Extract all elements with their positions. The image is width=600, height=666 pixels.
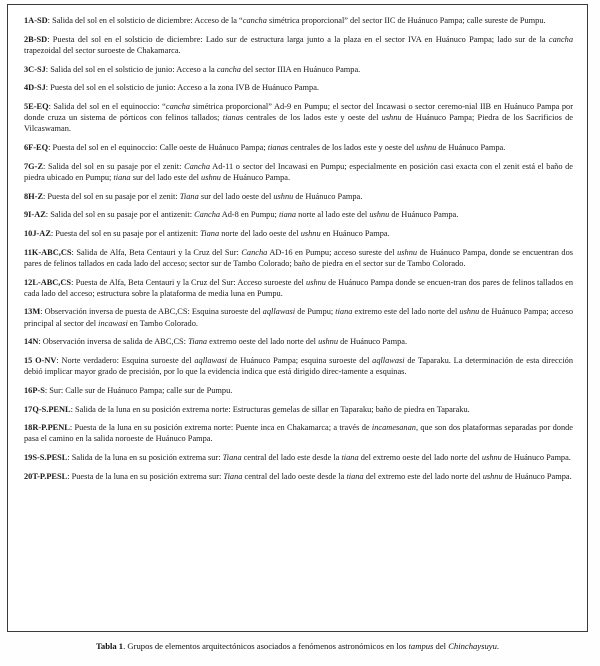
table-entry-text: Puesta de la luna en su posición extrema sur: Tiana central del lado oeste desde la tiana del extremo este del lado norte del ushnu de Huánuco Pampa. bbox=[71, 471, 572, 481]
table-entry: 9I-AZ: Salida del sol en su pasaje por el antizenit: Cancha Ad-8 en Pumpu; tiana norte al lado este del ushnu de Huánuco Pampa. bbox=[24, 210, 459, 220]
table-entry-code: 12L-ABC,CS bbox=[24, 277, 72, 287]
table-entry: 1A-SD: Salida del sol en el solsticio de diciembre: Acceso de la “cancha simétrica proporcional” del sector IIC de Huánuco Pampa; calle sureste de Pumpu. bbox=[24, 16, 546, 25]
table-entry: 7G-Z: Salida del sol en su pasaje por el zenit: Cancha Ad-11 o sector del Incawasi en Pumpu; especialmente en posición casi exacta con el zenit está el baño de piedra ubicado en Pumpu; tiana sur del lado este del ushnu de Huánuco Pampa. bbox=[24, 161, 574, 182]
table-entry-code: 15 O-NV bbox=[24, 355, 57, 365]
table-entry-text: Norte verdadero: Esquina suroeste del aqllawasi de Huánuco Pampa; esquina suroeste del aqllawasi de Taparaku. La determinación de esta dirección debió implicar mayor grado de precisión, por lo que la evidencia indica que está dirigido direc-tamente a esquinas. bbox=[24, 355, 574, 377]
table-entry-code: 4D-SJ bbox=[24, 83, 46, 93]
table-entry-code: 8H-Z bbox=[24, 191, 44, 201]
table-entry-text: Puesta de la luna en su posición extrema norte: Puente inca en Chakamarca; a través de incamesanan, que son dos plataformas separadas por donde pasa el camino en la salida noroeste de Huánuco Pampa. bbox=[24, 423, 573, 444]
table-entry-code: 1A-SD bbox=[24, 16, 48, 25]
table-entry-code: 2B-SD bbox=[24, 34, 48, 44]
table-entry-text: Salida del sol en el solsticio de junio: Acceso a la cancha del sector IIIA en Huánuco Pampa. bbox=[50, 64, 361, 74]
table-entry-text: Salida de la luna en su posición extrema sur: Tiana central del lado este desde la tiana del extremo oeste del lado norte del ushnu de Huánuco Pampa. bbox=[71, 453, 571, 463]
table-entry-text: Puesta del sol en su pasaje por el antizenit: Tiana norte del lado oeste del ushnu en Huánuco Pampa. bbox=[55, 228, 390, 238]
table-entry-code: 3C-SJ bbox=[24, 64, 46, 74]
table-entry: 4D-SJ: Puesta del sol en el solsticio de junio: Acceso a la zona IVB de Huánuco Pampa. bbox=[24, 83, 319, 93]
table-entry: 5E-EQ: Salida del sol en el equinoccio: “cancha simétrica proporcional” Ad-9 en Pumpu; el sector del Incawasi o sector ceremo-nial IIB en Huánuco Pampa por donde cruza un sistema de pórticos con felinos tallados; tianas centrales de los lados este y oeste del ushnu de Huánuco Pampa; Piedra de los Sacrificios de Vilcaswaman. bbox=[24, 102, 573, 134]
table-entry-code: 17Q-S.PENL bbox=[24, 404, 71, 414]
table-entry-text: Observación inversa de salida de ABC,CS: Tiana extremo oeste del lado norte del ushnu de Huánuco Pampa. bbox=[42, 337, 408, 347]
table-entry-code: 5E-EQ bbox=[24, 102, 49, 111]
table-entry-text: Sur: Calle sur de Huánuco Pampa; calle sur de Pumpu. bbox=[49, 385, 233, 395]
table-entry: 11K-ABC,CS: Salida de Alfa, Beta Centauri y la Cruz del Sur: Cancha AD-16 en Pumpu; acceso sureste del ushnu de Huánuco Pampa, donde se encuentran dos pares de felinos tallados en cada lado del acceso; sector sur de Tambo Colorado; baño de piedra en el sector sur de Tambo Colorado. bbox=[24, 247, 574, 268]
table-entry: 19S-S.PESL: Salida de la luna en su posición extrema sur: Tiana central del lado este desde la tiana del extremo oeste del lado norte del ushnu de Huánuco Pampa. bbox=[24, 453, 571, 463]
table-entry-text: Puesta del sol en el equinoccio: Calle oeste de Huánuco Pampa; tianas centrales de los lados este y oeste del ushnu de Huánuco Pampa. bbox=[52, 142, 506, 152]
table-entry-code: 9I-AZ bbox=[24, 210, 46, 220]
table-entry: 14N: Observación inversa de salida de ABC,CS: Tiana extremo oeste del lado norte del ushnu de Huánuco Pampa. bbox=[24, 337, 408, 347]
table-caption: Tabla 1. Grupos de elementos arquitectónicos asociados a fenómenos astronómicos en los tampus del Chinchaysuyu. bbox=[95, 641, 500, 651]
table-entry: 10J-AZ: Puesta del sol en su pasaje por el antizenit: Tiana norte del lado oeste del ushnu en Huánuco Pampa. bbox=[24, 228, 390, 238]
table-entry-code: 10J-AZ bbox=[24, 228, 51, 238]
table-entry-text: Salida del sol en su pasaje por el zenit: Cancha Ad-11 o sector del Incawasi en Pumpu; especialmente en posición casi exacta con el zenit está el baño de piedra ubicado en Pumpu; tiana sur del lado este del ushnu de Huánuco Pampa. bbox=[24, 161, 574, 182]
table-entry-text: Salida de la luna en su posición extrema norte: Estructuras gemelas de sillar en Taparaku; baño de piedra en Taparaku. bbox=[75, 404, 470, 414]
table-entry-text: Puesta de Alfa, Beta Centauri y la Cruz del Sur: Acceso suroeste del ushnu de Huánuco Pampa donde se encuen-tran dos pares de felinos tallados en cada lado del acceso; estructura sobre la plataforma de media luna en Pumpu. bbox=[24, 277, 574, 298]
table-entry: 12L-ABC,CS: Puesta de Alfa, Beta Centauri y la Cruz del Sur: Acceso suroeste del ushnu de Huánuco Pampa donde se encuen-tran dos pares de felinos tallados en cada lado del acceso; estructura sobre la plataforma de media luna en Pumpu. bbox=[24, 277, 574, 298]
table-entry-text: Observación inversa de puesta de ABC,CS: Esquina suroeste del aqllawasi de Pumpu; tiana extremo este del lado norte del ushnu de Huánuco Pampa; acceso principal al sector del incawasi en Tambo Colorado. bbox=[24, 307, 573, 328]
table-entry-text: Puesta del sol en su pasaje por el zenit: Tiana sur del lado oeste del ushnu de Huánuco Pampa. bbox=[47, 191, 363, 201]
table-entry: 18R-P.PENL: Puesta de la luna en su posición extrema norte: Puente inca en Chakamarca; a través de incamesanan, que son dos plataformas separadas por donde pasa el camino en la salida noroeste de Huánuco Pampa. bbox=[24, 423, 573, 444]
table-caption-wrap bbox=[7, 641, 588, 652]
table-entry-code: 19S-S.PESL bbox=[24, 453, 68, 463]
table-entry-text: Salida de Alfa, Beta Centauri y la Cruz del Sur: Cancha AD-16 en Pumpu; acceso sureste del ushnu de Huánuco Pampa, donde se encuentran dos pares de felinos tallados en cada lado del acceso; sector sur de Tambo Colorado; baño de piedra en el sector sur de Tambo Colorado. bbox=[24, 247, 574, 268]
table-entry-text: Salida del sol en el solsticio de diciembre: Acceso de la “cancha simétrica proporcional” del sector IIC de Huánuco Pampa; calle sureste de Pumpu. bbox=[52, 16, 546, 25]
table-entry-text: Puesta del sol en el solsticio de diciembre: Lado sur de estructura larga junto a la plaza en el sector IVA en Huánuco Pampa; lado sur de la cancha trapezoidal del sector suroeste de Chakamarca. bbox=[24, 34, 574, 55]
table-entry: 8H-Z: Puesta del sol en su pasaje por el zenit: Tiana sur del lado oeste del ushnu de Huánuco Pampa. bbox=[24, 191, 363, 201]
table-entry: 3C-SJ: Salida del sol en el solsticio de junio: Acceso a la cancha del sector IIIA en Huánuco Pampa. bbox=[24, 64, 361, 74]
table-entry: 15 O-NV: Norte verdadero: Esquina suroeste del aqllawasi de Huánuco Pampa; esquina suroeste del aqllawasi de Taparaku. La determinación de esta dirección debió implicar mayor grado de precisión, por lo que la evidencia indica que está dirigido direc-tamente a esquinas. bbox=[24, 355, 574, 377]
table-entry: 16P-S: Sur: Calle sur de Huánuco Pampa; calle sur de Pumpu. bbox=[24, 385, 233, 395]
table-entry-code: 11K-ABC,CS bbox=[24, 247, 72, 257]
table-entry: 13M: Observación inversa de puesta de ABC,CS: Esquina suroeste del aqllawasi de Pumpu; tiana extremo este del lado norte del ushnu de Huánuco Pampa; acceso principal al sector del incawasi en Tambo Colorado. bbox=[24, 307, 573, 328]
table-entry-code: 18R-P.PENL bbox=[24, 423, 70, 433]
table-entry-text: Puesta del sol en el solsticio de junio: Acceso a la zona IVB de Huánuco Pampa. bbox=[50, 83, 319, 93]
table-entry: 2B-SD: Puesta del sol en el solsticio de diciembre: Lado sur de estructura larga junto a la plaza en el sector IVA en Huánuco Pampa; lado sur de la cancha trapezoidal del sector suroeste de Chakamarca. bbox=[24, 34, 574, 55]
table-entry: 17Q-S.PENL: Salida de la luna en su posición extrema norte: Estructuras gemelas de sillar en Taparaku; baño de piedra en Taparaku. bbox=[24, 404, 470, 414]
table-entry-code: 16P-S bbox=[24, 385, 45, 395]
table-box bbox=[7, 4, 588, 632]
table-entry-code: 14N bbox=[24, 337, 39, 347]
table-entry-code: 20T-P.PESL bbox=[24, 471, 68, 481]
table-entry-text: Salida del sol en su pasaje por el antizenit: Cancha Ad-8 en Pumpu; tiana norte al lado este del ushnu de Huánuco Pampa. bbox=[50, 210, 459, 220]
table-entry: 6F-EQ: Puesta del sol en el equinoccio: Calle oeste de Huánuco Pampa; tianas centrales de los lados este y oeste del ushnu de Huánuco Pampa. bbox=[24, 142, 506, 152]
table-entry-code: 13M bbox=[24, 307, 41, 317]
table-entry-code: 6F-EQ bbox=[24, 142, 49, 152]
table-entry: 20T-P.PESL: Puesta de la luna en su posición extrema sur: Tiana central del lado oeste desde la tiana del extremo este del lado norte del ushnu de Huánuco Pampa. bbox=[24, 471, 572, 481]
table-entry-text: Salida del sol en el equinoccio: “cancha simétrica proporcional” Ad-9 en Pumpu; el sector del Incawasi o sector ceremo-nial IIB en Huánuco Pampa por donde cruza un sistema de pórticos con felinos tallados; tianas centrales de los lados este y oeste del ushnu de Huánuco Pampa; Piedra de los Sacrificios de Vilcaswaman. bbox=[24, 102, 573, 134]
table-entry-code: 7G-Z bbox=[24, 161, 44, 171]
